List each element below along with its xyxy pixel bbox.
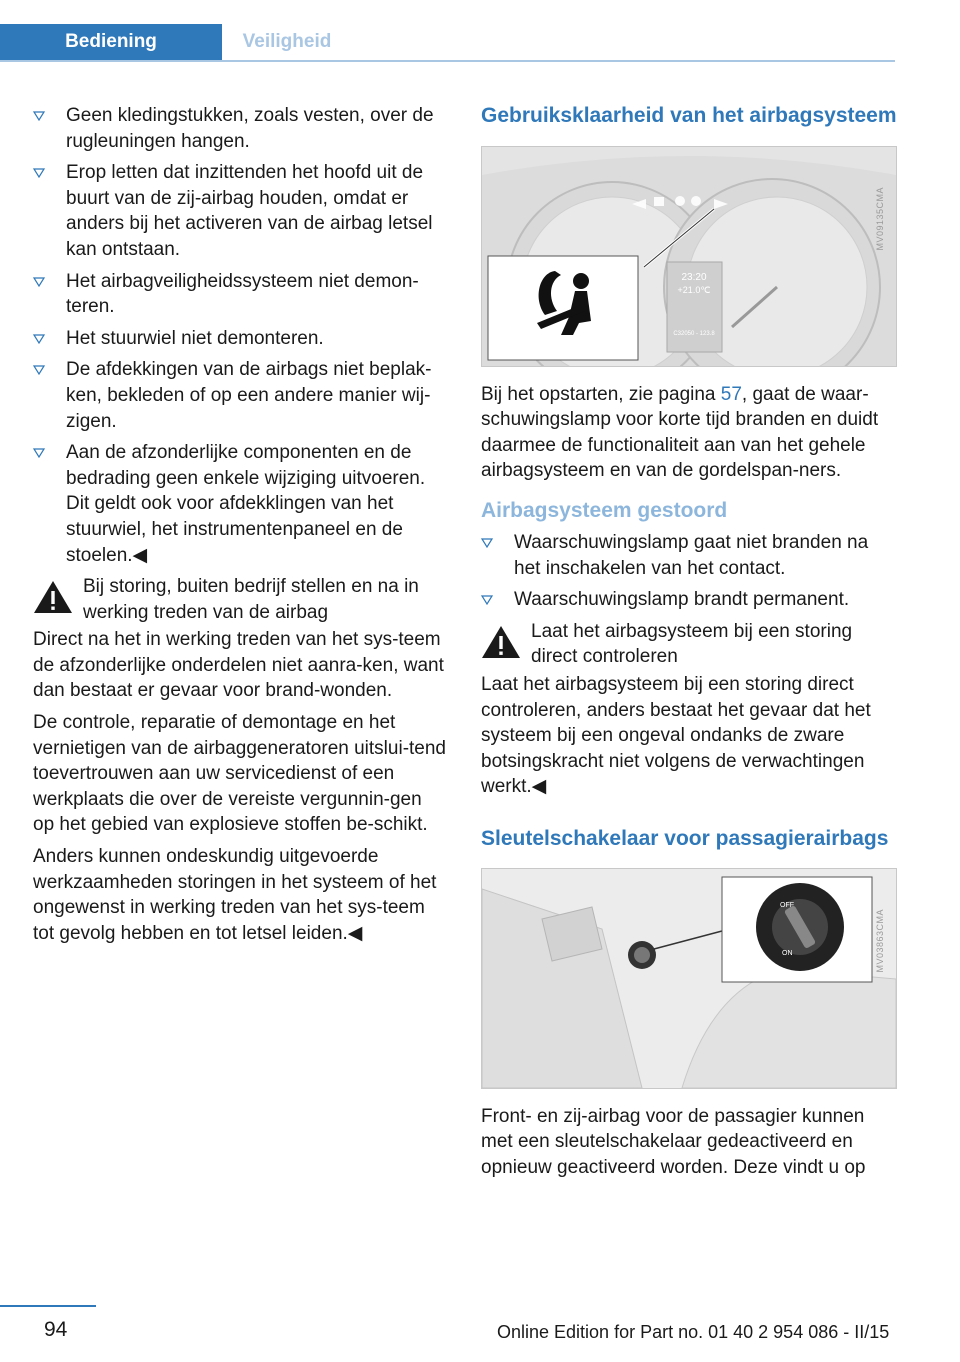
para-text-start: Bij het opstarten, zie pagina (481, 383, 721, 405)
paragraph: Laat het airbagsysteem bij een storing direct controleren, anders bestaat het gevaar dat het systeem bij een ongeval ondanks de zware botsingskracht niet volgens de verwachtingen werkt.◀ (481, 673, 871, 798)
triangle-bullet-icon (33, 440, 49, 465)
list-item-text: Aan de afzonderlijke componenten en de bedrading geen enkele wijziging uitvoeren. Dit geldt ook voor afdekklingen van het stuurwiel, het instrumentenpaneel en de stoelen.◀ (66, 442, 426, 566)
header-rule (0, 60, 895, 62)
list-item (33, 326, 448, 352)
warning-block (481, 619, 897, 670)
triangle-bullet-icon (481, 587, 497, 612)
list-item-text: Het stuurwiel niet demonteren. (66, 327, 324, 349)
display-time: 23:20 (681, 271, 707, 283)
left-column (33, 103, 448, 952)
chapter-tabs (0, 0, 895, 62)
section-heading-key-switch: Sleutelschakelaar voor passagierairbags (481, 826, 889, 850)
paragraph (481, 382, 897, 484)
key-switch-figure (481, 868, 897, 1089)
page-link-57[interactable]: 57 (720, 383, 742, 405)
page-number-rule (0, 1305, 96, 1307)
warning-title: Laat het airbagsysteem bij een storing direct controleren (531, 620, 853, 668)
list-item-text: Waarschuwingslamp gaat niet branden na het inschakelen van het contact. (514, 531, 869, 579)
paragraph: De controle, reparatie of demontage en het vernietigen van de airbaggeneratoren uitslui‐tend toevertrouwen aan uw servicedienst of een werkplaats die over de vereiste vergunnin‐gen op het gebied van explosieve stoffen be‐schikt. (33, 712, 446, 836)
key-switch-illustration (482, 869, 896, 1088)
triangle-bullet-icon (33, 103, 49, 128)
tab-bediening[interactable]: Bediening (0, 24, 222, 60)
triangle-bullet-icon (33, 326, 49, 351)
left-bullet-list (33, 103, 448, 568)
warning-block (33, 574, 448, 625)
page-number: 94 (44, 1318, 68, 1341)
list-item-text: Waarschuwingslamp brandt permanent. (514, 589, 850, 611)
list-item (481, 530, 897, 581)
triangle-bullet-icon (33, 160, 49, 185)
list-item-text: Geen kledingstukken, zoals vesten, over de rugleuningen hangen. (66, 105, 434, 152)
instrument-cluster-illustration (482, 147, 896, 366)
instrument-cluster-figure (481, 146, 897, 367)
figure-code: MV03863CMA (875, 908, 886, 973)
subheading-airbag-fault: Airbagsysteem gestoord (481, 498, 728, 522)
switch-off-label: OFF (780, 901, 794, 909)
paragraph: Direct na het in werking treden van het sys‐teem de afzonderlijke onderdelen niet aanra‐ken, want dan bestaat er gevaar voor brand‐wonden. (33, 629, 444, 702)
warning-triangle-icon (33, 580, 73, 614)
section-heading-airbag-readiness: Gebruiksklaarheid van het airbagsysteem (481, 104, 897, 127)
paragraph: Front- en zij-airbag voor de passagier kunnen met een sleutelschakelaar gedeactiveerd en opnieuw geactiveerd worden. Deze vindt u op (481, 1105, 866, 1178)
list-item (33, 269, 448, 320)
paragraph: Anders kunnen ondeskundig uitgevoerde werkzaamheden storingen in het systeem of het ongewenst in werking treden van het sys‐teem tot gevolg hebben en tot letsel leiden.◀ (33, 846, 437, 944)
list-item (33, 103, 448, 154)
triangle-bullet-icon (33, 269, 49, 294)
display-temp: +21.0℃ (677, 284, 711, 295)
list-item (33, 160, 448, 262)
display-odometer: C32050 - 123.8 (673, 330, 715, 337)
switch-on-label: ON (782, 949, 793, 957)
triangle-bullet-icon (33, 357, 49, 382)
tab-veiligheid[interactable]: Veiligheid (242, 31, 332, 52)
list-item-text: Het airbagveiligheidssysteem niet demon‐teren. (66, 270, 419, 318)
triangle-bullet-icon (481, 530, 497, 555)
list-item-text: Erop letten dat inzittenden het hoofd uit de buurt van de zij-airbag houden, omdat er anders bij het activeren van de airbag letsel kan ontstaan. (66, 162, 433, 260)
list-item (33, 357, 448, 434)
figure-code: MV09135CMA (875, 186, 886, 251)
edition-footer: Online Edition for Part no. 01 40 2 954 086 - II/15 (497, 1322, 890, 1342)
warning-triangle-icon (481, 625, 521, 659)
right-column (481, 103, 897, 1186)
para-text-end: , gaat de waar‐schuwingslamp voor korte tijd branden en duidt daarmee de functionaliteit aan van het gehele airbagsysteem en van de gordelspan‐ners. (481, 383, 879, 482)
list-item (33, 440, 448, 568)
list-item-text: De afdekkingen van de airbags niet beplak‐ken, bekleden of op een andere manier wij‐zigen. (66, 359, 432, 432)
right-bullet-list (481, 530, 897, 613)
warning-title: Bij storing, buiten bedrijf stellen en na in werking treden van de airbag (83, 576, 419, 623)
list-item (481, 587, 897, 613)
